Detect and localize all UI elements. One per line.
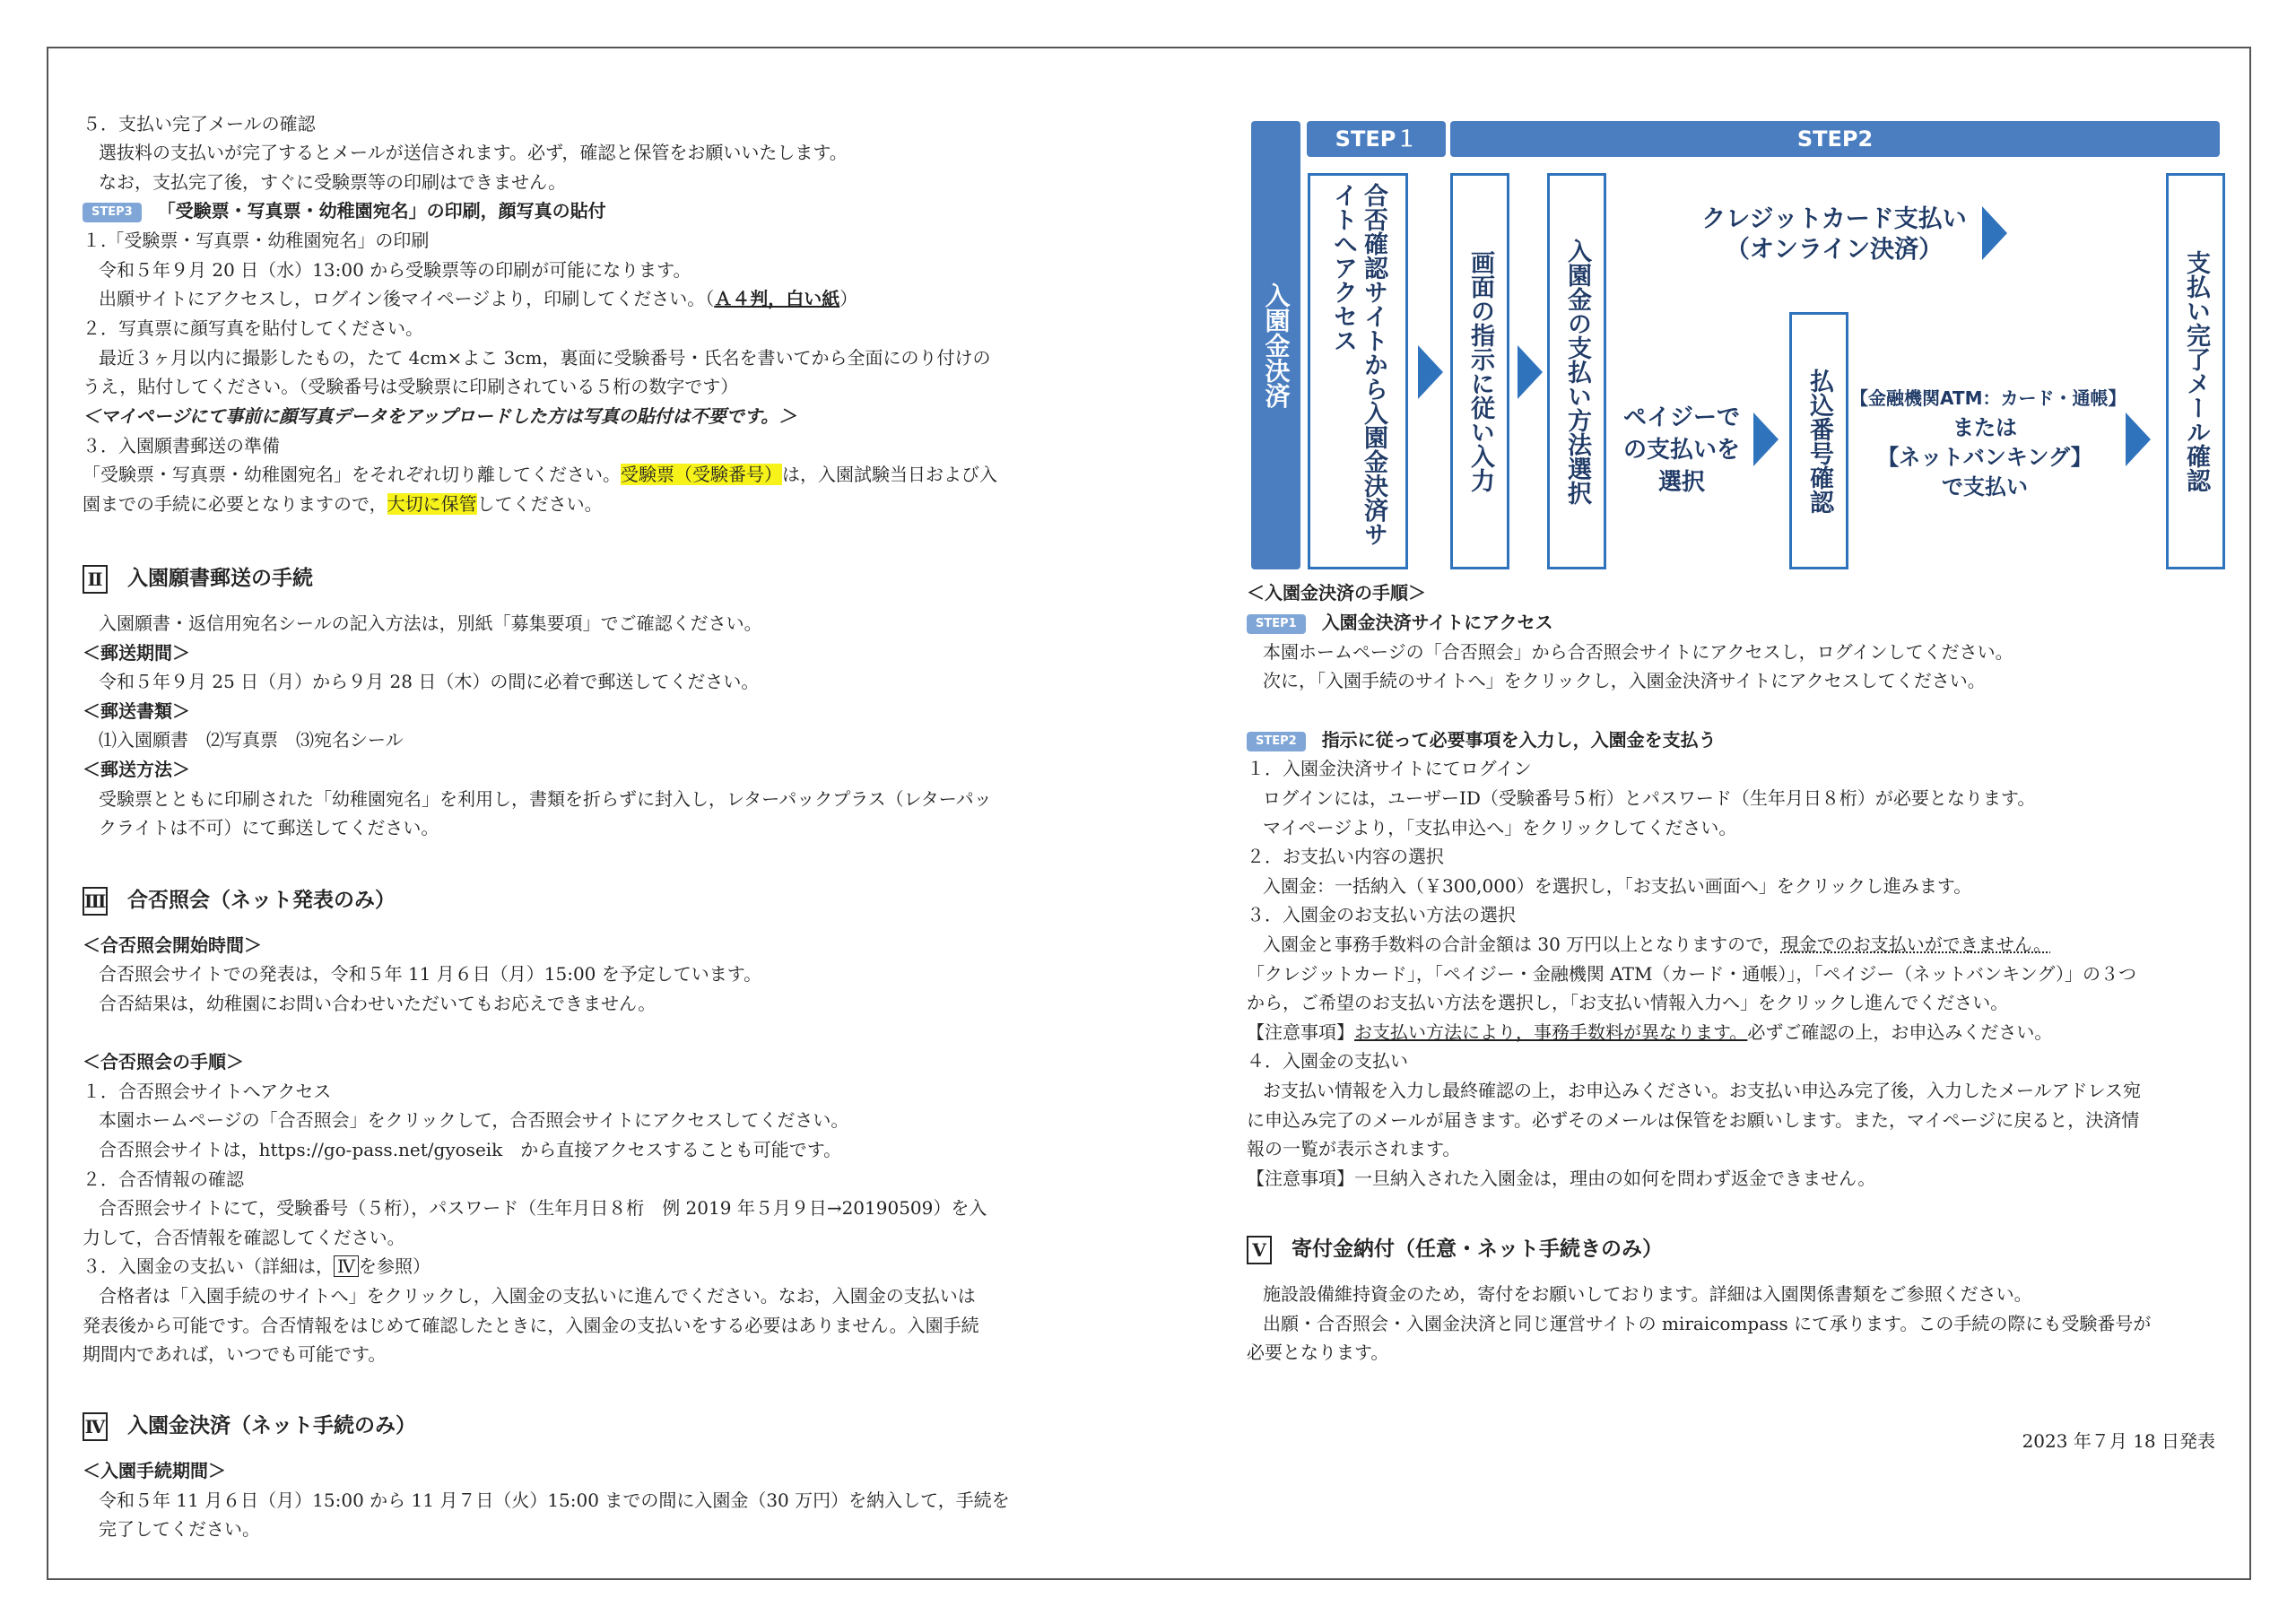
text-line: 入園金：一括納入（￥300,000）を選択し，「お支払い画面へ」をクリックし進みます。 <box>1263 875 1972 897</box>
cash-note: 現金でのお支払いができません。 <box>1780 934 2051 955</box>
subheading: ＜郵送方法＞ <box>83 759 190 780</box>
text-line: 期間内であれば，いつでも可能です。 <box>83 1343 387 1365</box>
step3-badge: STEP3 <box>83 203 142 222</box>
subheading: ＜郵送期間＞ <box>83 642 190 664</box>
section-heading-5: Ⅴ 寄付金納付（任意・ネット手続きのみ） <box>1247 1235 1663 1264</box>
section-heading-4: Ⅳ 入園金決済（ネット手続のみ） <box>83 1411 416 1441</box>
arrow-right-icon <box>1982 206 2007 260</box>
text-line: ４．入園金の支払い <box>1247 1050 1408 1072</box>
step2-heading: STEP2 指示に従って必要事項を入力し，入園金を支払う <box>1247 726 1717 753</box>
text-line: 入園金と事務手数料の合計金額は 30 万円以上となりますので，現金でのお支払いができません。 <box>1263 934 2051 955</box>
text-line: ２．写真票に顔写真を貼付してください。 <box>83 317 423 339</box>
text-line: 合否照会サイトにて，受験番号（５桁），パスワード（生年月日８桁 例 2019 年５月９日→20190509）を入 <box>99 1197 987 1219</box>
step1-badge: STEP1 <box>1247 614 1306 634</box>
fee-note: お支払い方法により，事務手数料が異なります。 <box>1354 1021 1748 1043</box>
step3-heading: STEP3 「受験票・写真票・幼稚園宛名」の印刷，顔写真の貼付 <box>83 197 606 224</box>
highlight: 大切に保管 <box>387 493 477 515</box>
text-line: 本園ホームページの「合否照会」から合否照会サイトにアクセスし，ログインしてください。 <box>1263 641 2013 663</box>
arrow-right-icon <box>1518 345 1543 399</box>
text-line: 「クレジットカード」，「ペイジー・金融機関 ATM（カード・通帳）」，「ペイジー（ネットバンキング）」の３つ <box>1247 963 2137 985</box>
publish-date: 2023 年７月 18 日発表 <box>2022 1430 2215 1452</box>
text-line: 報の一覧が表示されます。 <box>1247 1138 1461 1159</box>
flow-side-label: 入園金決済 <box>1251 121 1300 569</box>
text-line: 必要となります。 <box>1247 1342 1389 1363</box>
subheading: ＜合否照会開始時間＞ <box>83 934 262 956</box>
step2-bar: STEP2 <box>1450 121 2220 157</box>
text-line: 施設設備維持資金のため，寄付をお願いしております。詳細は入園関係書類をご参照ください。 <box>1263 1283 2032 1305</box>
text-line: ３．入園願書郵送の準備 <box>83 435 280 456</box>
arrow-right-icon <box>1418 345 1443 399</box>
text-line: から，ご希望のお支払い方法を選択し，「お支払い情報入力へ」をクリックし進んでください。 <box>1247 992 2009 1013</box>
payment-flow-diagram <box>1251 117 2229 574</box>
credit-card-option: クレジットカード支払い （オンライン決済） <box>1701 205 1967 264</box>
text-line: に申込み完了のメールが届きます。必ずそのメールは保管をお願いします。また，マイページに戻ると，決済情 <box>1247 1109 2140 1131</box>
text-line: ログインには，ユーザーID（受験番号５桁）とパスワード（生年月日８桁）が必要となります。 <box>1263 787 2036 809</box>
text-line: お支払い情報を入力し最終確認の上，お申込みください。お支払い申込み完了後，入力したメールアドレス宛 <box>1263 1080 2141 1101</box>
text-line: ２．合否情報の確認 <box>83 1168 244 1190</box>
text-line: ３．入園金の支払い（詳細は， Ⅳ を参照） <box>83 1255 430 1277</box>
text-line: 合否照会サイトでの発表は，令和５年 11 月６日（月）15:00 を予定しています。 <box>99 963 762 985</box>
step1-bar: STEP１ <box>1307 121 1446 157</box>
text-line: 合格者は「入園手続のサイトへ」をクリックし，入園金の支払いに進んでください。なお，入園金の支払いは <box>99 1285 976 1307</box>
section-heading-2: Ⅱ 入園願書郵送の手続 <box>83 564 313 594</box>
text-line: 出願サイトにアクセスし，ログイン後マイページより，印刷してください。（Ａ４判，白い紙） <box>99 288 858 309</box>
text-line: 最近３ヶ月以内に撮影したもの，たて 4cm×よこ 3cm，裏面に受験番号・氏名を書いてから全面にのり付けの <box>99 347 991 369</box>
text-line: 令和５年 11 月６日（月）15:00 から 11 月７日（火）15:00 までの間に入園金（30 万円）を納入して，手続を <box>99 1489 1010 1511</box>
paper-size: Ａ４判，白い紙 <box>714 288 840 309</box>
text-line: １.「受験票・写真票・幼稚園宛名」の印刷 <box>83 230 430 251</box>
subheading: ＜入園手続期間＞ <box>83 1460 226 1481</box>
highlight: 受験票（受験番号） <box>621 464 782 485</box>
payeasy-option: ペイジーで の支払いを 選択 <box>1622 404 1740 496</box>
text-line: なお，支払完了後，すぐに受験票等の印刷はできません。 <box>99 171 567 193</box>
section-heading-3: Ⅲ 合否照会（ネット発表のみ） <box>83 886 396 916</box>
arrow-right-icon <box>2126 413 2151 466</box>
text-line: 次に，「入園手続のサイトへ」をクリックし，入園金決済サイトにアクセスしてください。 <box>1263 670 1986 691</box>
text-line: 合否結果は，幼稚園にお問い合わせいただいてもお応えできません。 <box>99 993 657 1014</box>
flow-caption: ＜入園金決済の手順＞ <box>1247 582 1426 604</box>
text-line: 【注意事項】お支払い方法により，事務手数料が異なります。必ずご確認の上，お申込みください。 <box>1247 1021 2053 1043</box>
text-line: マイページより，「支払申込へ」をクリックしてください。 <box>1263 817 1737 838</box>
text-line: 入園願書・返信用宛名シールの記入方法は，別紙「募集要項」でご確認ください。 <box>99 612 762 634</box>
text-line: 合否照会サイトは，https://go-pass.net/gyoseik から直接アクセスすることも可能です。 <box>99 1139 842 1160</box>
flow-box-input: 画面の指示に従い入力 <box>1450 173 1509 569</box>
section-ref: Ⅳ <box>334 1255 359 1277</box>
text-line: 本園ホームページの「合否照会」をクリックして，合否照会サイトにアクセスしてください。 <box>99 1109 849 1131</box>
text-line: 園までの手続に必要となりますので，大切に保管してください。 <box>83 493 603 515</box>
text-line: 「受験票・写真票・幼稚園宛名」をそれぞれ切り離してください。受験票（受験番号）は，入園試験当日および入 <box>83 464 997 485</box>
text-line: 【注意事項】一旦納入された入園金は，理由の如何を問わず返金できません。 <box>1247 1168 1876 1189</box>
text-line: ５．支払い完了メールの確認 <box>83 113 316 135</box>
text-line: ２．お支払い内容の選択 <box>1247 846 1444 867</box>
text-line: 令和５年９月 20 日（水）13:00 から受験票等の印刷が可能になります。 <box>99 259 691 281</box>
subheading: ＜郵送書類＞ <box>83 700 190 722</box>
photo-note: ＜マイページにて事前に顔写真データをアップロードした方は写真の貼付は不要です。＞ <box>83 405 797 427</box>
text-line: １．合否照会サイトへアクセス <box>83 1081 332 1102</box>
text-line: 力して，合否情報を確認してください。 <box>83 1227 405 1248</box>
flow-box-number: 払込番号確認 <box>1789 312 1848 569</box>
flow-box-complete: 支払い完了メール確認 <box>2166 173 2225 569</box>
text-line: クライトは不可）にて郵送してください。 <box>99 817 439 838</box>
step2-badge: STEP2 <box>1247 732 1306 751</box>
text-line: 完了してください。 <box>99 1518 260 1540</box>
step1-heading: STEP1 入園金決済サイトにアクセス <box>1247 609 1553 636</box>
text-line: 出願・合否照会・入園金決済と同じ運営サイトの miraicompass にて承ります。この手続の際にも受験番号が <box>1263 1313 2152 1334</box>
text-line: 発表後から可能です。合否情報をはじめて確認したときに，入園金の支払いをする必要はありません。入園手続 <box>83 1315 979 1336</box>
flow-box-method: 入園金の支払い方法選択 <box>1547 173 1606 569</box>
text-line: 選抜料の支払いが完了するとメールが送信されます。必ず，確認と保管をお願いいたします。 <box>99 142 848 163</box>
text-line: ⑴入園願書 ⑵写真票 ⑶宛名シール <box>99 729 404 751</box>
text-line: 受験票とともに印刷された「幼稚園宛名」を利用し，書類を折らずに封入し，レターパックプラス（レターパッ <box>99 788 992 810</box>
subheading: ＜合否照会の手順＞ <box>83 1051 244 1073</box>
text-line: 令和５年９月 25 日（月）から９月 28 日（木）の間に必着で郵送してください。 <box>99 671 760 692</box>
text-line: うえ，貼付してください。（受験番号は受験票に印刷されている５桁の数字です） <box>83 376 739 397</box>
arrow-right-icon <box>1753 413 1779 466</box>
text-line: １．入園金決済サイトにてログイン <box>1247 758 1532 779</box>
text-line: ３．入園金のお支払い方法の選択 <box>1247 904 1516 925</box>
bank-option: 【金融機関ATM：カード・通帳】 または 【ネットバンキング】 で支払い <box>1850 387 2126 499</box>
flow-box-access: 合否確認サイトから入園金決済サイトへアクセス <box>1308 173 1408 569</box>
